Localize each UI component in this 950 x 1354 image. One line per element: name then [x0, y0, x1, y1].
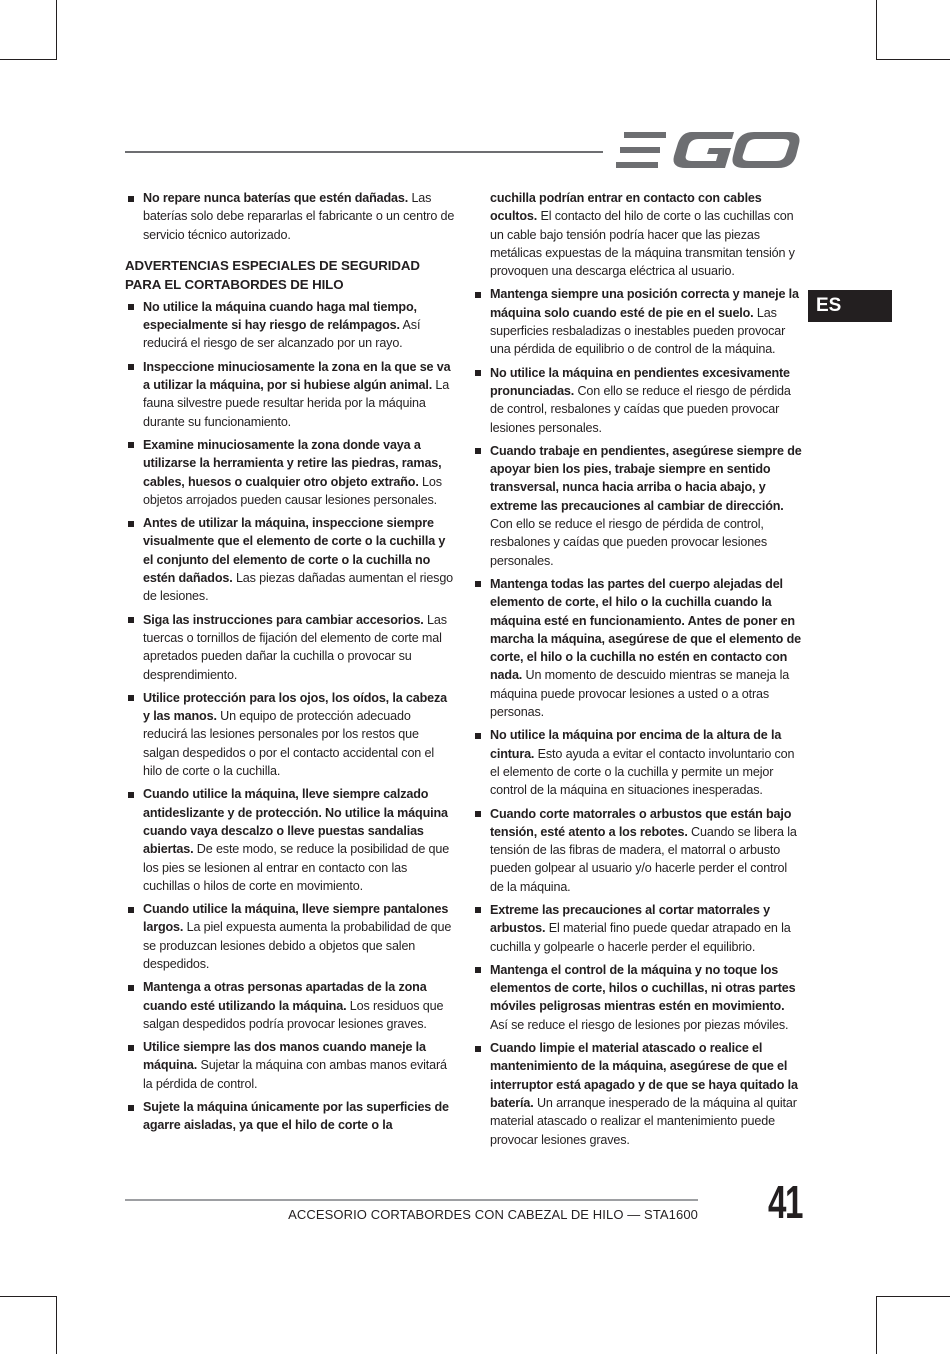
- footer-rule: [125, 1199, 698, 1201]
- warning-item: [472, 1039, 802, 1149]
- left-column: [125, 189, 455, 1140]
- warning-item: [125, 436, 455, 509]
- square-bullet-icon: [475, 733, 481, 739]
- warning-item: [472, 442, 802, 570]
- square-bullet-icon: [475, 967, 481, 973]
- warning-bold: No utilice la máquina por encima de la altura de la cintura.: [490, 728, 782, 761]
- svg-text:EGO: EGO: [616, 128, 619, 129]
- crop-mark: [876, 1296, 950, 1297]
- square-bullet-icon: [128, 617, 134, 623]
- warning-text: Las baterías solo debe repararlas el fabricante o un centro de servicio técnico autorizado.: [143, 191, 455, 242]
- square-bullet-icon: [475, 448, 481, 454]
- warning-bold: Mantenga todas las partes del cuerpo alejadas del elemento de corte, el hilo o la cuchilla cuando la máquina esté en funcionamiento. Antes de poner en marcha la máquina, asegúrese de que el elemento de corte, el hilo o la cuchilla no estén en contacto con nada.: [490, 576, 801, 683]
- warning-item: [472, 575, 802, 721]
- warning-item: [125, 358, 455, 431]
- warning-item: [472, 726, 802, 799]
- warning-bold: Cuando utilice la máquina, lleve siempre calzado antideslizante y de protección. No utilice la máquina cuando vaya descalzo o lleve puestas sandalias abiertas.: [143, 787, 448, 857]
- warning-bold: Cuando limpie el material atascado o realice el mantenimiento de la máquina, asegúrese de que el interruptor está apagado y de que se haya quitado la batería.: [490, 1041, 798, 1110]
- crop-mark: [56, 1296, 57, 1354]
- language-tab: ES: [808, 290, 892, 322]
- warning-item: [125, 189, 455, 244]
- warning-item: [125, 611, 455, 684]
- crop-mark: [56, 0, 57, 60]
- warning-item: [472, 364, 802, 437]
- warning-text: Un equipo de protección adecuado reducirá las lesiones personales por los restos que salgan despedidos o por el contacto accidental con el hilo de corte o la cuchilla.: [143, 709, 435, 779]
- warning-item: [125, 689, 455, 780]
- crop-mark: [876, 0, 877, 60]
- crop-mark: [0, 1296, 57, 1297]
- square-bullet-icon: [128, 442, 134, 448]
- warning-item: [472, 901, 802, 956]
- warning-bold: Cuando utilice la máquina, lleve siempre pantalones largos.: [143, 902, 449, 935]
- warning-text: Un arranque inesperado de la máquina al quitar material atascado o realizar el mantenimiento puede provocar lesiones graves.: [490, 1095, 797, 1147]
- warning-item: [125, 298, 455, 353]
- warning-item: [125, 978, 455, 1033]
- crop-mark: [876, 1296, 877, 1354]
- square-bullet-icon: [128, 521, 134, 527]
- warning-text: Un momento de descuido mientras se maneja la máquina puede provocar lesiones a usted o a otras personas.: [490, 668, 790, 720]
- square-bullet-icon: [475, 292, 481, 298]
- warning-bold: cuchilla podrían entrar en contacto con cables ocultos.: [490, 191, 762, 224]
- warning-bold: Mantenga siempre una posición correcta y maneje la máquina solo cuando esté de pie en el suelo.: [490, 287, 799, 320]
- square-bullet-icon: [475, 581, 481, 587]
- square-bullet-icon: [128, 792, 134, 798]
- warning-text: Con ello se reduce el riesgo de pérdida de control, resbalones y caídas que pueden provocar lesiones personales.: [490, 517, 768, 568]
- warning-item: [472, 961, 802, 1034]
- warning-text: El material fino puede quedar atrapado en la cuchilla y golpearle o hacerle perder el equilibrio.: [490, 921, 791, 954]
- warning-bold: Cuando trabaje en pendientes, asegúrese siempre de apoyar bien los pies, trabaje siempre en sentido transversal, nunca hacia arriba o hacia abajo, y extreme las precauciones al cambiar de dirección.: [490, 443, 802, 513]
- square-bullet-icon: [128, 907, 134, 913]
- right-column: [472, 189, 802, 1154]
- warning-bold: Mantenga a otras personas apartadas de la zona cuando esté utilizando la máquina.: [143, 980, 427, 1013]
- square-bullet-icon: [128, 985, 134, 991]
- warning-text: La piel expuesta aumenta la probabilidad de que se produzcan lesiones debido a objetos que salen despedidos.: [143, 920, 452, 971]
- square-bullet-icon: [128, 1045, 134, 1051]
- square-bullet-icon: [128, 695, 134, 701]
- warning-text: Las piezas dañadas aumentan el riesgo de lesiones.: [143, 571, 454, 604]
- square-bullet-icon: [128, 304, 134, 310]
- warning-text: Sujetar la máquina con ambas manos evitará la pérdida de control.: [143, 1058, 447, 1091]
- warning-text: Los objetos arrojados pueden causar lesiones personales.: [143, 474, 442, 507]
- square-bullet-icon: [475, 811, 481, 817]
- square-bullet-icon: [475, 907, 481, 913]
- warning-bold: No utilice la máquina en pendientes excesivamente pronunciadas.: [490, 365, 790, 398]
- warning-bold: Inspeccione minuciosamente la zona en la que se va a utilizar la máquina, por si hubiese algún animal.: [143, 359, 451, 393]
- warning-bold: Siga las instrucciones para cambiar accesorios.: [143, 612, 424, 627]
- section-heading: ADVERTENCIAS ESPECIALES DE SEGURIDAD PARA EL CORTABORDES DE HILO: [125, 257, 420, 292]
- warning-text: Los residuos que salgan despedidos podría provocar lesiones graves.: [143, 998, 444, 1031]
- warning-text: Las tuercas o tornillos de fijación del elemento de corte mal apretados pueden dañar la cuchilla o provocar su desprendimiento.: [143, 612, 447, 682]
- square-bullet-icon: [128, 196, 134, 202]
- warning-bold: Utilice siempre las dos manos cuando maneje la máquina.: [143, 1040, 426, 1073]
- warning-text: De este modo, se reduce la posibilidad de que los pies se lesionen al entrar en contacto con las cuchillas o hilos de corte en movimiento.: [143, 842, 450, 893]
- warning-text: La fauna silvestre puede resultar herida por la máquina durante su funcionamiento.: [143, 378, 450, 429]
- page-number: 41: [768, 1176, 802, 1228]
- warning-text: Con ello se reduce el riesgo de pérdida de control, resbalones y caídas que pueden provocar lesiones personales.: [490, 383, 791, 435]
- warning-bold: Examine minuciosamente la zona donde vaya a utilizarse la herramienta y retire las piedras, ramas, cables, huesos o cualquier otro objeto extraño.: [143, 437, 442, 489]
- square-bullet-icon: [475, 370, 481, 376]
- warning-item: [472, 285, 802, 358]
- warning-bold: Mantenga el control de la máquina y no toque los elementos de corte, hilos o cuchillas, ni otras partes móviles peligrosas mientras estén en movimiento.: [490, 962, 796, 1014]
- warning-bold: Utilice protección para los ojos, los oídos, la cabeza y las manos.: [143, 690, 448, 724]
- warning-bold: No utilice la máquina cuando haga mal tiempo, especialmente si hay riesgo de relámpagos.: [143, 299, 417, 333]
- warning-bold: Antes de utilizar la máquina, inspeccione siempre visualmente que el elemento de corte o la cuchilla y el conjunto del elemento de corte o la cuchilla no estén dañados.: [143, 516, 446, 586]
- warning-text: Así se reduce el riesgo de lesiones por piezas móviles.: [490, 1017, 789, 1032]
- warning-text: Así reducirá el riesgo de ser alcanzado por un rayo.: [143, 318, 421, 351]
- warning-text: Las superficies resbaladizas o inestables pueden provocar una pérdida de equilibrio o de control de la máquina.: [490, 305, 786, 357]
- warning-item: [125, 1098, 455, 1135]
- warning-bold: No repare nunca baterías que estén dañadas.: [143, 191, 409, 205]
- header-rule: [125, 151, 603, 153]
- warning-bold: Sujete la máquina únicamente por las superficies de agarre aisladas, ya que el hilo de corte o la: [143, 1100, 449, 1133]
- warning-item: [125, 1038, 455, 1093]
- square-bullet-icon: [475, 1046, 481, 1052]
- square-bullet-icon: [128, 1105, 134, 1111]
- continued-paragraph: [472, 189, 802, 280]
- warning-item: [125, 514, 455, 605]
- crop-mark: [0, 59, 57, 60]
- ego-logo: [616, 128, 801, 172]
- footer-title: ACCESORIO CORTABORDES CON CABEZAL DE HILO — STA1600: [288, 1207, 698, 1222]
- warning-bold: Extreme las precauciones al cortar matorrales y arbustos.: [490, 902, 770, 936]
- warning-text: Cuando se libera la tensión de las fibras de madera, el matorral o arbusto pueden golpear al usuario y/o hacerle perder el control de la máquina.: [490, 824, 797, 894]
- warning-item: [472, 805, 802, 896]
- crop-mark: [876, 59, 950, 60]
- warning-item: [125, 785, 455, 895]
- warning-bold: Cuando corte matorrales o arbustos que están bajo tensión, esté atento a los rebotes.: [490, 806, 792, 839]
- warning-text: El contacto del hilo de corte o las cuchillas con un cable bajo tensión podría hacer que las piezas metálicas expuestas de la máquina transmitan tensión y provoquen una descarga eléctrica al usuario.: [490, 209, 795, 279]
- warning-text: Esto ayuda a evitar el contacto involuntario con el elemento de corte o la cuchilla y permite un mejor control de la máquina en situaciones inesperadas.: [490, 746, 795, 798]
- square-bullet-icon: [128, 364, 134, 370]
- warning-item: [125, 900, 455, 973]
